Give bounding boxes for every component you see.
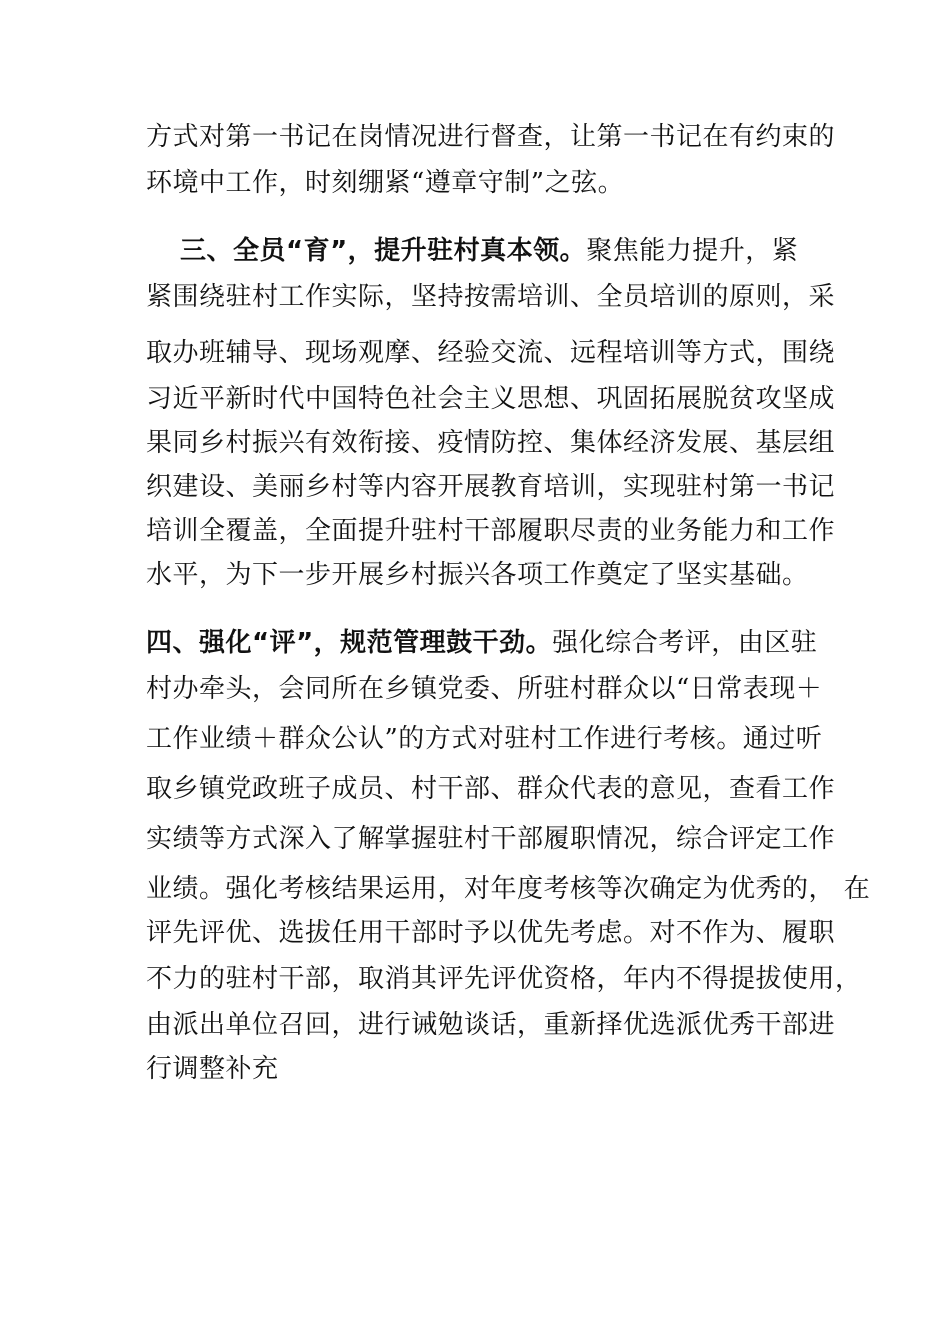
section-heading-4: 四、强化“评”，规范管理鼓干劲。 [146, 628, 553, 658]
paragraph-3-line-7: 评先评优、选拔任用干部时予以优先考虑。对不作为、履职 [146, 918, 836, 948]
paragraph-2-line-7: 培训全覆盖，全面提升驻村干部履职尽责的业务能力和工作 [146, 516, 836, 546]
paragraph-2-line-1 [180, 234, 880, 268]
paragraph-3-line-9: 由派出单位召回，进行诫勉谈话，重新择优选派优秀干部进 [146, 1010, 836, 1040]
paragraph-3-line-6: 业绩。强化考核结果运用，对年度考核等次确定为优秀的， 在 [146, 874, 871, 904]
paragraph-2-line-4: 习近平新时代中国特色社会主义思想、巩固拓展脱贫攻坚成 [146, 384, 836, 414]
paragraph-3-lead-text: 强化综合考评，由区驻 [552, 628, 818, 658]
paragraph-2-line-2: 紧围绕驻村工作实际，坚持按需培训、全员培训的原则，采 [146, 282, 836, 312]
paragraph-3-line-2: 村办牵头，会同所在乡镇党委、所驻村群众以“日常表现＋ [146, 674, 823, 704]
paragraph-2-line-8: 水平，为下一步开展乡村振兴各项工作奠定了坚实基础。 [146, 560, 809, 590]
paragraph-2-line-3: 取办班辅导、现场观摩、经验交流、远程培训等方式，围绕 [146, 338, 836, 368]
paragraph-3-line-5: 实绩等方式深入了解掌握驻村干部履职情况，综合评定工作 [146, 824, 836, 854]
paragraph-1-line-2: 环境中工作，时刻绷紧“遵章守制”之弦。 [146, 168, 625, 198]
paragraph-2-lead-text: 聚焦能力提升，紧 [586, 236, 799, 266]
paragraph-1-line-1: 方式对第一书记在岗情况进行督查，让第一书记在有约束的 [146, 122, 836, 152]
paragraph-3-line-3: 工作业绩＋群众公认”的方式对驻村工作进行考核。通过听 [146, 724, 823, 754]
paragraph-3-line-1 [146, 626, 846, 660]
paragraph-2-line-6: 织建设、美丽乡村等内容开展教育培训，实现驻村第一书记 [146, 472, 836, 502]
section-heading-3: 三、全员“育”，提升驻村真本领。 [180, 236, 587, 266]
paragraph-2-line-5: 果同乡村振兴有效衔接、疫情防控、集体经济发展、基层组 [146, 428, 836, 458]
paragraph-3-line-4: 取乡镇党政班子成员、村干部、群众代表的意见，查看工作 [146, 774, 836, 804]
paragraph-3-line-8: 不力的驻村干部，取消其评先评优资格，年内不得提拔使用， [146, 964, 862, 994]
paragraph-3-line-10: 行调整补充 [146, 1054, 279, 1084]
